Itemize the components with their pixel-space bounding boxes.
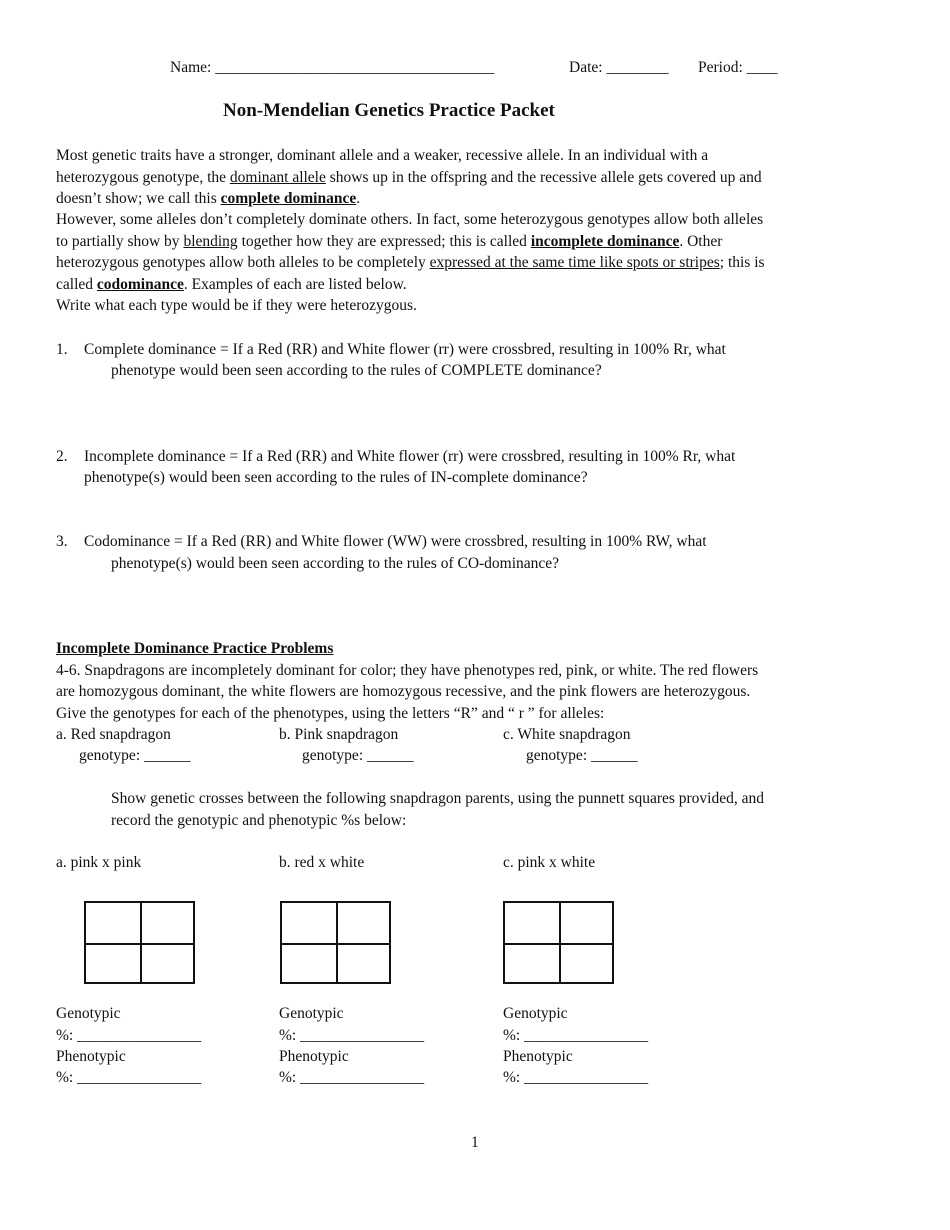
intro-line xyxy=(56,276,407,294)
genotype-blank-white[interactable]: genotype: ______ xyxy=(526,747,638,764)
phenotypic-label-b: Phenotypic xyxy=(279,1048,349,1065)
cross-label-b: b. red x white xyxy=(279,854,365,871)
page-title: Non-Mendelian Genetics Practice Packet xyxy=(223,100,555,121)
intro-text: to partially show by xyxy=(56,233,184,250)
genotype-blank-pink[interactable]: genotype: ______ xyxy=(302,747,414,764)
question-2-text: Incomplete dominance = If a Red (RR) and White flower (rr) were crossbred, resulting in 100% Rr, what xyxy=(84,448,736,465)
question-3-text: phenotype(s) would been seen according to the rules of CO-dominance? xyxy=(111,555,560,572)
name-field[interactable]: Name: ____________________________________ xyxy=(170,59,495,76)
cross-label-c: c. pink x white xyxy=(503,854,596,871)
punnett-square-a[interactable] xyxy=(84,901,195,984)
question-number: 2. xyxy=(56,448,68,465)
phenotypic-label-a: Phenotypic xyxy=(56,1048,126,1065)
intro-text: . xyxy=(356,190,361,207)
intro-line: Most genetic traits have a stronger, dominant allele and a weaker, recessive allele. In an individual with a xyxy=(56,147,709,164)
question-3-text: Codominance = If a Red (RR) and White flower (WW) were crossbred, resulting in 100% RW, what xyxy=(84,533,707,550)
grid-line xyxy=(505,943,612,945)
intro-line: However, some alleles don’t completely dominate others. In fact, some heterozygous genotypes allow both alleles xyxy=(56,211,764,228)
punnett-square-b[interactable] xyxy=(280,901,391,984)
genotype-blank-red[interactable]: genotype: ______ xyxy=(79,747,191,764)
intro-text: heterozygous genotype, the xyxy=(56,169,230,186)
intro-text: . Examples of each are listed below. xyxy=(183,276,407,293)
intro-line xyxy=(56,254,765,272)
intro-line xyxy=(56,190,360,208)
intro-text: heterozygous genotypes allow both alleles to be completely xyxy=(56,254,430,271)
genotypic-label-a: Genotypic xyxy=(56,1005,121,1022)
intro-text: ; this is xyxy=(719,254,765,271)
grid-line xyxy=(282,943,389,945)
genotypic-label-b: Genotypic xyxy=(279,1005,344,1022)
date-field[interactable]: Date: ________ xyxy=(569,59,669,76)
genotypic-label-c: Genotypic xyxy=(503,1005,568,1022)
question-2-text: phenotype(s) would been seen according to the rules of IN-complete dominance? xyxy=(84,469,588,486)
punnett-square-c[interactable] xyxy=(503,901,614,984)
phenotypic-label-c: Phenotypic xyxy=(503,1048,573,1065)
practice-line: are homozygous dominant, the white flowers are homozygous recessive, and the pink flowers are heterozygous. xyxy=(56,683,751,700)
genotypic-blank-c[interactable]: %: ________________ xyxy=(503,1027,649,1044)
genotype-label-red: a. Red snapdragon xyxy=(56,726,171,743)
phenotypic-blank-a[interactable]: %: ________________ xyxy=(56,1069,202,1086)
intro-text: . Other xyxy=(679,233,723,250)
question-number: 1. xyxy=(56,341,68,358)
expressed-term: expressed at the same time like spots or stripes xyxy=(429,254,720,271)
intro-line xyxy=(56,169,762,187)
practice-line: 4-6. Snapdragons are incompletely dominant for color; they have phenotypes red, pink, or white. The red flowers xyxy=(56,662,759,679)
codominance-term: codominance xyxy=(96,276,184,293)
grid-line xyxy=(86,943,193,945)
question-1-text: Complete dominance = If a Red (RR) and White flower (rr) were crossbred, resulting in 100% Rr, what xyxy=(84,341,726,358)
genotypic-blank-a[interactable]: %: ________________ xyxy=(56,1027,202,1044)
genotype-label-white: c. White snapdragon xyxy=(503,726,631,743)
genotypic-blank-b[interactable]: %: ________________ xyxy=(279,1027,425,1044)
incomplete-dominance-term: incomplete dominance xyxy=(530,233,680,250)
cross-instructions: record the genotypic and phenotypic %s below: xyxy=(111,812,407,829)
question-1-text: phenotype would been seen according to the rules of COMPLETE dominance? xyxy=(111,362,602,379)
intro-text: shows up in the offspring and the recessive allele gets covered up and xyxy=(325,169,762,186)
phenotypic-blank-c[interactable]: %: ________________ xyxy=(503,1069,649,1086)
intro-line xyxy=(56,233,722,251)
complete-dominance-term: complete dominance xyxy=(220,190,357,207)
intro-text: doesn’t show; we call this xyxy=(56,190,221,207)
cross-label-a: a. pink x pink xyxy=(56,854,142,871)
intro-text: called xyxy=(56,276,97,293)
practice-line: Give the genotypes for each of the phenotypes, using the letters “R” and “ r ” for alleles: xyxy=(56,705,605,722)
section-heading: Incomplete Dominance Practice Problems xyxy=(56,640,334,657)
phenotypic-blank-b[interactable]: %: ________________ xyxy=(279,1069,425,1086)
page-number: 1 xyxy=(471,1134,479,1151)
cross-instructions: Show genetic crosses between the following snapdragon parents, using the punnett squares provided, and xyxy=(111,790,764,807)
genotype-label-pink: b. Pink snapdragon xyxy=(279,726,399,743)
question-number: 3. xyxy=(56,533,68,550)
blending-term: blending xyxy=(183,233,238,250)
intro-line: Write what each type would be if they were heterozygous. xyxy=(56,297,417,314)
dominant-allele-term: dominant allele xyxy=(229,169,326,186)
intro-text: together how they are expressed; this is called xyxy=(237,233,531,250)
period-field[interactable]: Period: ____ xyxy=(698,59,778,76)
